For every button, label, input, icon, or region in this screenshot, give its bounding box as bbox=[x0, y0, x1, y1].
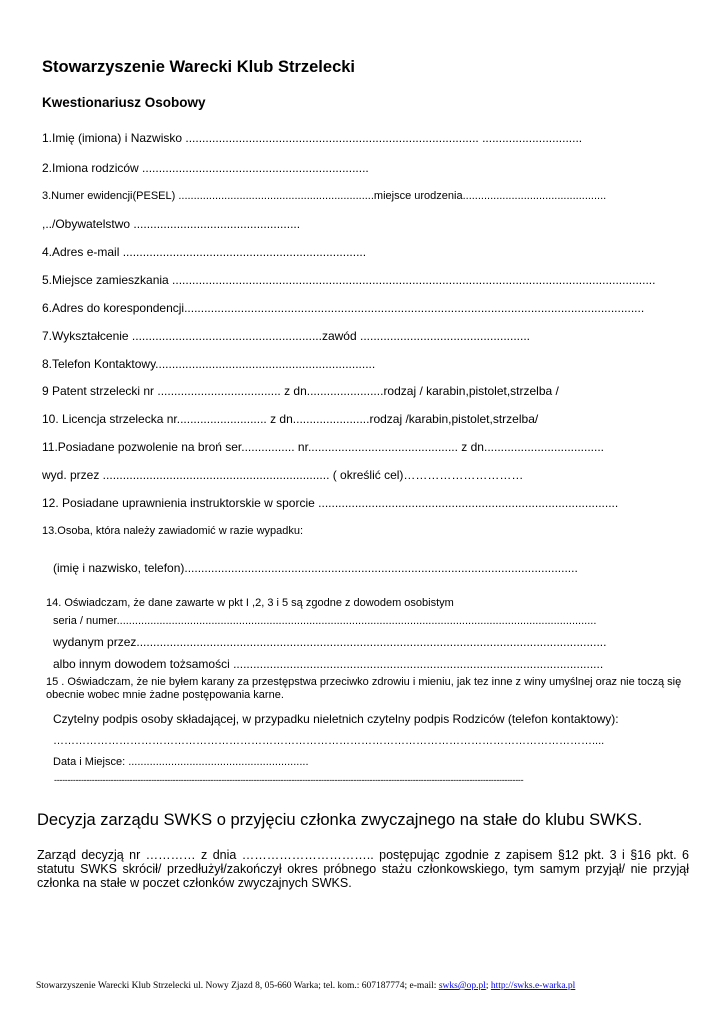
field-id-issued-by[interactable]: wydanym przez............................................................................................................................................. bbox=[53, 635, 607, 649]
form-title: Kwestionariusz Osobowy bbox=[42, 95, 206, 110]
decision-title: Decyzja zarządu SWKS o przyjęciu członka zwyczajnego na stałe do klubu SWKS. bbox=[37, 811, 643, 829]
footer-separator: ; bbox=[485, 981, 491, 991]
footer-contact-text: Stowarzyszenie Warecki Klub Strzelecki ul. Nowy Zjazd 8, 05-660 Warka; tel. kom.: 607187774; e-mail: bbox=[36, 981, 439, 991]
field-full-name[interactable]: 1.Imię (imiona) i Nazwisko ........................................................................................ .............................. bbox=[42, 131, 583, 145]
field-instructor-qualifications[interactable]: 12. Posiadane uprawnienia instruktorskie w sporcie .......................................................................................... bbox=[42, 496, 619, 510]
signature-label: Czytelny podpis osoby składającej, w przypadku nieletnich czytelny podpis Rodziców (telefon kontaktowy): bbox=[53, 712, 619, 726]
field-residence[interactable]: 5.Miejsce zamieszkania ................................................................................................................................................. bbox=[42, 273, 656, 287]
field-weapon-permit[interactable]: 11.Posiadane pozwolenie na broń ser................ nr............................................. z dn.................................... bbox=[42, 440, 605, 454]
field-citizenship[interactable]: ,../Obywatelstwo .................................................. bbox=[42, 217, 301, 231]
field-permit-issuer[interactable]: wyd. przez .................................................................... ( określić cel)………………………… bbox=[42, 468, 524, 482]
page-footer bbox=[36, 981, 575, 991]
field-other-id-document[interactable]: albo innym dowodem tożsamości ............................................................................................................... bbox=[53, 657, 604, 671]
field-emergency-contact[interactable]: (imię i nazwisko, telefon)...................................................................................................................... bbox=[53, 561, 578, 575]
field-education-occupation[interactable]: 7.Wykształcenie .........................................................zawód ................................................... bbox=[42, 329, 531, 343]
field-phone[interactable]: 8.Telefon Kontaktowy.................................................................. bbox=[42, 357, 376, 371]
field-id-declaration: 14. Oświadczam, że dane zawarte w pkt I ,2, 3 i 5 są zgodne z dowodem osobistym bbox=[46, 597, 454, 609]
organization-title: Stowarzyszenie Warecki Klub Strzelecki bbox=[42, 58, 356, 76]
field-parents-names[interactable]: 2.Imiona rodziców .................................................................... bbox=[42, 161, 369, 175]
field-correspondence-address[interactable]: 6.Adres do korespondencji.......................................................................................................................................... bbox=[42, 301, 645, 315]
field-email[interactable]: 4.Adres e-mail ......................................................................... bbox=[42, 245, 367, 259]
signature-line[interactable]: ………………………………………………………………………………………………………………………………….... bbox=[53, 735, 605, 747]
field-no-criminal-record-declaration: 15 . Oświadczam, że nie byłem karany za przestępstwa przeciwko zdrowiu i mieniu, jak tez inne z winy umyślnej oraz nie toczą się obecnie wobec mnie żadne postępowania karne. bbox=[46, 676, 682, 701]
date-place-field[interactable]: Data i Miejsce: ........................................................... bbox=[53, 756, 309, 768]
footer-email-link[interactable]: swks@op.pl bbox=[438, 981, 486, 991]
field-pesel-birthplace[interactable]: 3.Numer ewidencji(PESEL) ................................................................miejsce urodzenia............................................... bbox=[42, 190, 607, 202]
field-id-series-number[interactable]: seria / numer............................................................................................................................................................. bbox=[53, 615, 597, 627]
section-separator: ------------------------------------------------------------------------------------------------------------------------------------------------------------------------------ bbox=[54, 775, 524, 785]
field-shooting-license[interactable]: 10. Licencja strzelecka nr........................... z dn.......................rodzaj /karabin,pistolet,strzelba/ bbox=[42, 412, 539, 426]
decision-body: Zarząd decyzją nr ………… z dnia ………………………….. postępując zgodnie z zapisem §12 pkt. 3 i §16 pkt. 6 statutu SWKS skrócił/ przedłużył/zakończył okres próbnego stażu członkowskiego, tym samym przyjął/ nie przyjął członka na stałe w poczet członków zwyczajnych SWKS. bbox=[37, 848, 689, 890]
field-shooting-patent[interactable]: 9 Patent strzelecki nr ..................................... z dn.......................rodzaj / karabin,pistolet,strzelba / bbox=[42, 384, 559, 398]
footer-website-link[interactable]: http://swks.e-warka.pl bbox=[490, 981, 576, 991]
field-emergency-contact-label: 13.Osoba, która należy zawiadomić w razie wypadku: bbox=[42, 525, 304, 537]
